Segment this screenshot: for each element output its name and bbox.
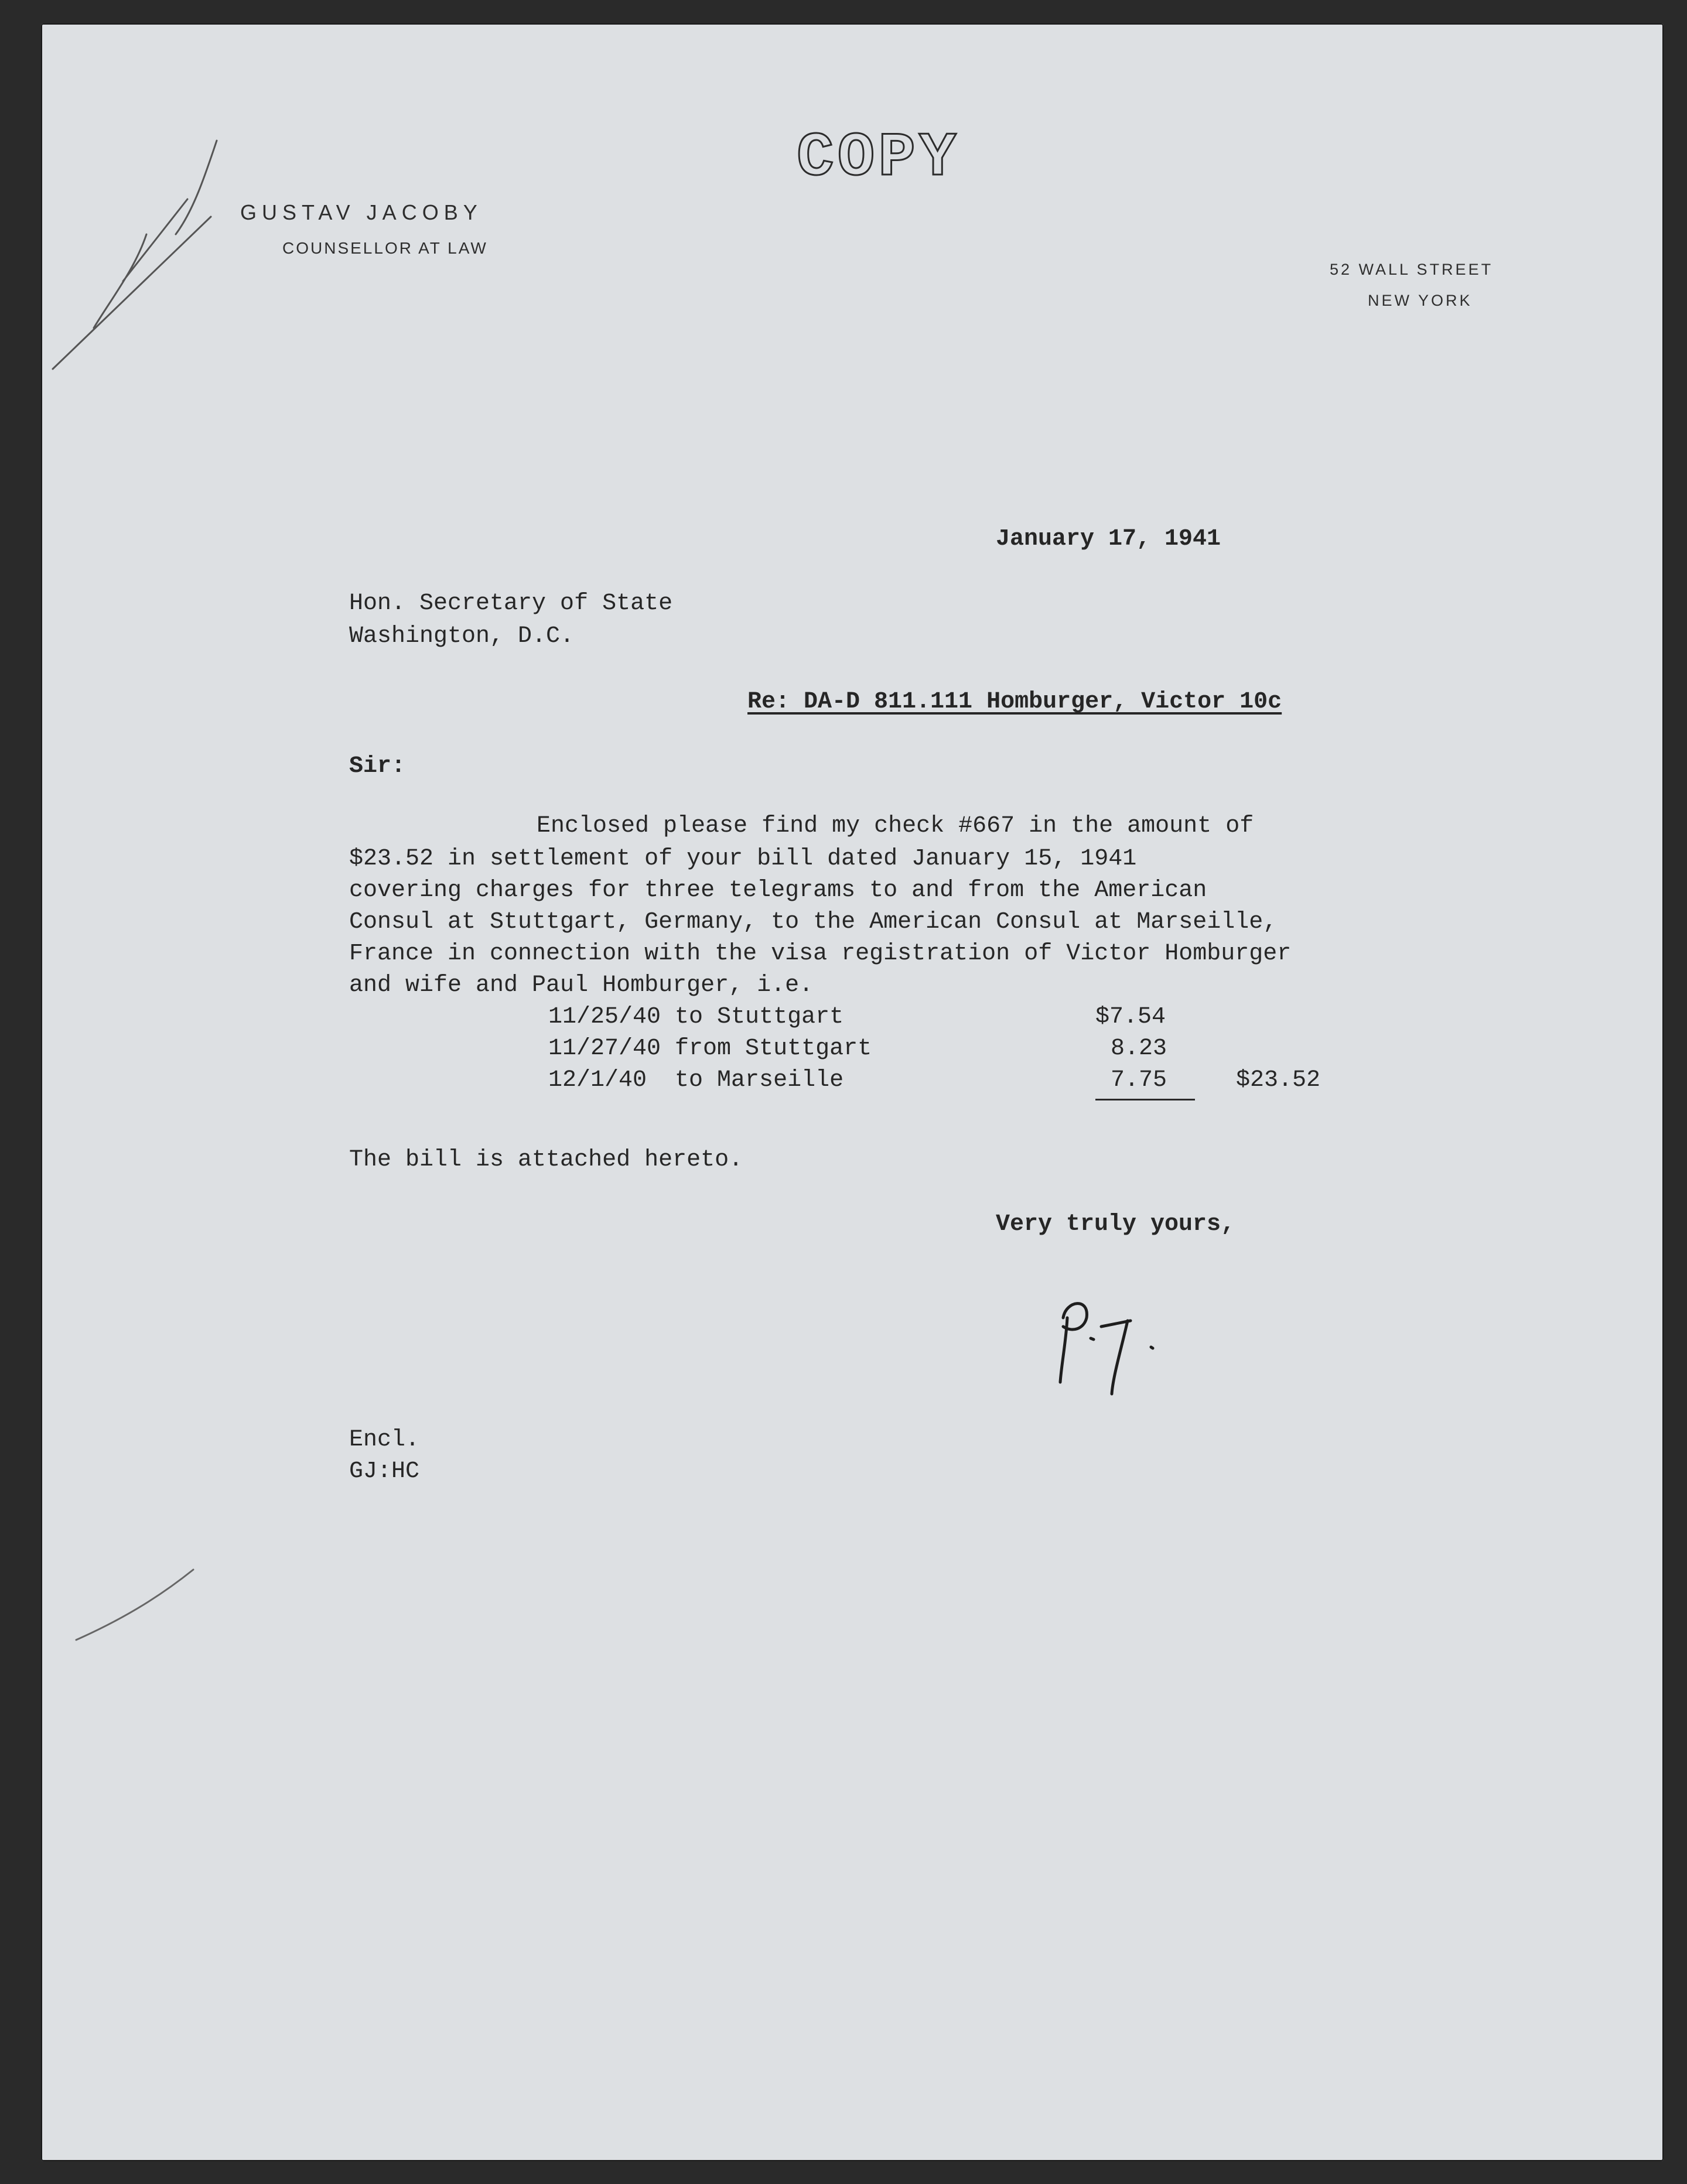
charge-1-amount: $7.54 xyxy=(1095,1004,1166,1030)
letterhead-address-city: NEW YORK xyxy=(1368,292,1473,309)
recipient-line-1: Hon. Secretary of State xyxy=(349,590,673,617)
body-line-4: Consul at Stuttgart, Germany, to the American Consul at Marseille, xyxy=(349,909,1278,935)
charges-total: $23.52 xyxy=(1236,1067,1321,1093)
charge-2-amount: 8.23 xyxy=(1111,1035,1167,1062)
letterhead-pencil-scribble xyxy=(53,141,217,369)
body-line-2: $23.52 in settlement of your bill dated January 15, 1941 xyxy=(349,846,1137,872)
letterhead-title: COUNSELLOR AT LAW xyxy=(282,239,488,257)
handwritten-marks xyxy=(41,23,1664,2161)
salutation: Sir: xyxy=(349,753,406,780)
reference-line: Re: DA-D 811.111 Homburger, Victor 10c xyxy=(747,689,1282,715)
typist-initials: GJ:HC xyxy=(349,1458,420,1485)
enclosure-note: Encl. xyxy=(349,1427,420,1453)
copy-stamp: COPY xyxy=(797,123,960,193)
letterhead-address-street: 52 WALL STREET xyxy=(1330,261,1494,278)
body-line-3: covering charges for three telegrams to and from the American xyxy=(349,877,1207,904)
recipient-line-2: Washington, D.C. xyxy=(349,623,575,650)
letter-date: January 17, 1941 xyxy=(996,526,1221,552)
charge-2-description: 11/27/40 from Stuttgart xyxy=(548,1035,872,1062)
charge-3-amount: 7.75 xyxy=(1111,1067,1167,1093)
closing: Very truly yours, xyxy=(996,1211,1235,1238)
letterhead-name: GUSTAV JACOBY xyxy=(240,200,483,224)
body-line-5: France in connection with the visa registration of Victor Homburger xyxy=(349,941,1292,967)
charge-3-description: 12/1/40 to Marseille xyxy=(548,1067,844,1093)
margin-pencil-stroke xyxy=(76,1570,193,1640)
attachment-note: The bill is attached hereto. xyxy=(349,1147,743,1173)
letter-page xyxy=(41,23,1664,2161)
charge-1-description: 11/25/40 to Stuttgart xyxy=(548,1004,844,1030)
signature-initials-mark xyxy=(1060,1304,1153,1394)
body-line-6: and wife and Paul Homburger, i.e. xyxy=(349,972,814,999)
body-line-1: Enclosed please find my check #667 in the amount of xyxy=(537,813,1254,839)
